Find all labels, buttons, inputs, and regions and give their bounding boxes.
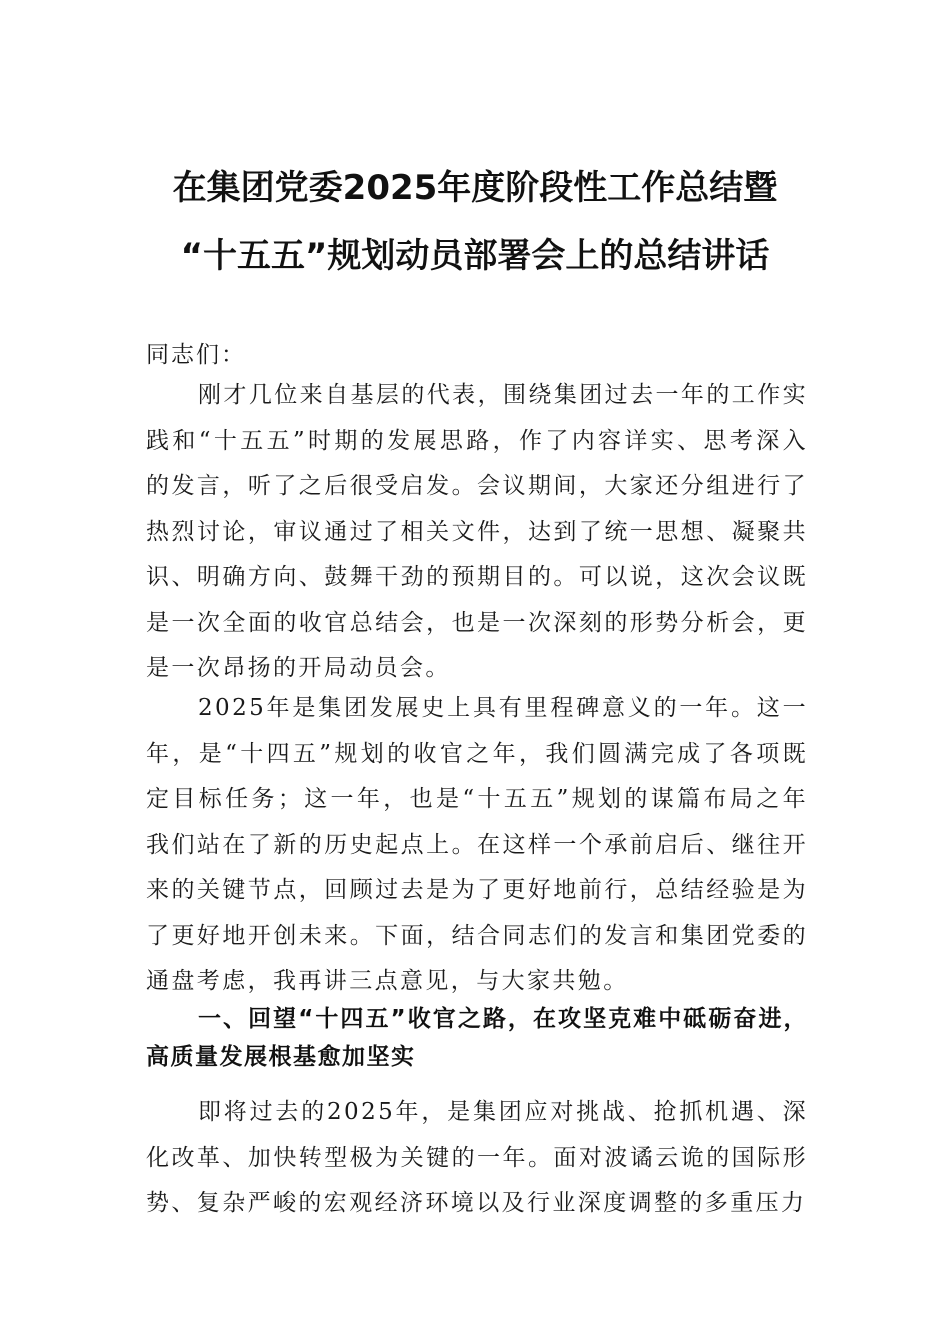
- salutation: 同志们：: [146, 342, 246, 368]
- body-paragraph: 刚才几位来自基层的代表，围绕集团过去一年的工作实践和“十五五”时期的发展思路，作了内容详实、思考深入的发言，听了之后很受启发。会议期间，大家还分组进行了热烈讨论，审议通过了相关文件，达到了统一思想、凝聚共识、明确方向、鼓舞干劲的预期目的。可以说，这次会议既是一次全面的收官总结会，也是一次深刻的形势分析会，更是一次昂扬的开局动员会。: [146, 382, 808, 681]
- document-title-line-2: “十五五”规划动员部署会上的总结讲话: [180, 236, 770, 276]
- body-paragraph: 即将过去的2025年，是集团应对挑战、抢抓机遇、深化改革、加快转型极为关键的一年。面对波谲云诡的国际形势、复杂严峻的宏观经济环境以及行业深度调整的多重压力: [146, 1099, 808, 1216]
- document-title-line-1: 在集团党委2025年度阶段性工作总结暨: [172, 168, 778, 208]
- body-paragraph: 2025年是集团发展史上具有里程碑意义的一年。这一年，是“十四五”规划的收官之年，我们圆满完成了各项既定目标任务；这一年，也是“十五五”规划的谋篇布局之年我们站在了新的历史起点上。在这样一个承前启后、继往开来的关键节点，回顾过去是为了更好地前行，总结经验是为了更好地开创未来。下面，结合同志们的发言和集团党委的通盘考虑，我再讲三点意见，与大家共勉。: [146, 695, 808, 994]
- section-heading: 一、回望“十四五”收官之路，在攻坚克难中砥砺奋进，高质量发展根基愈加坚实: [146, 1006, 808, 1070]
